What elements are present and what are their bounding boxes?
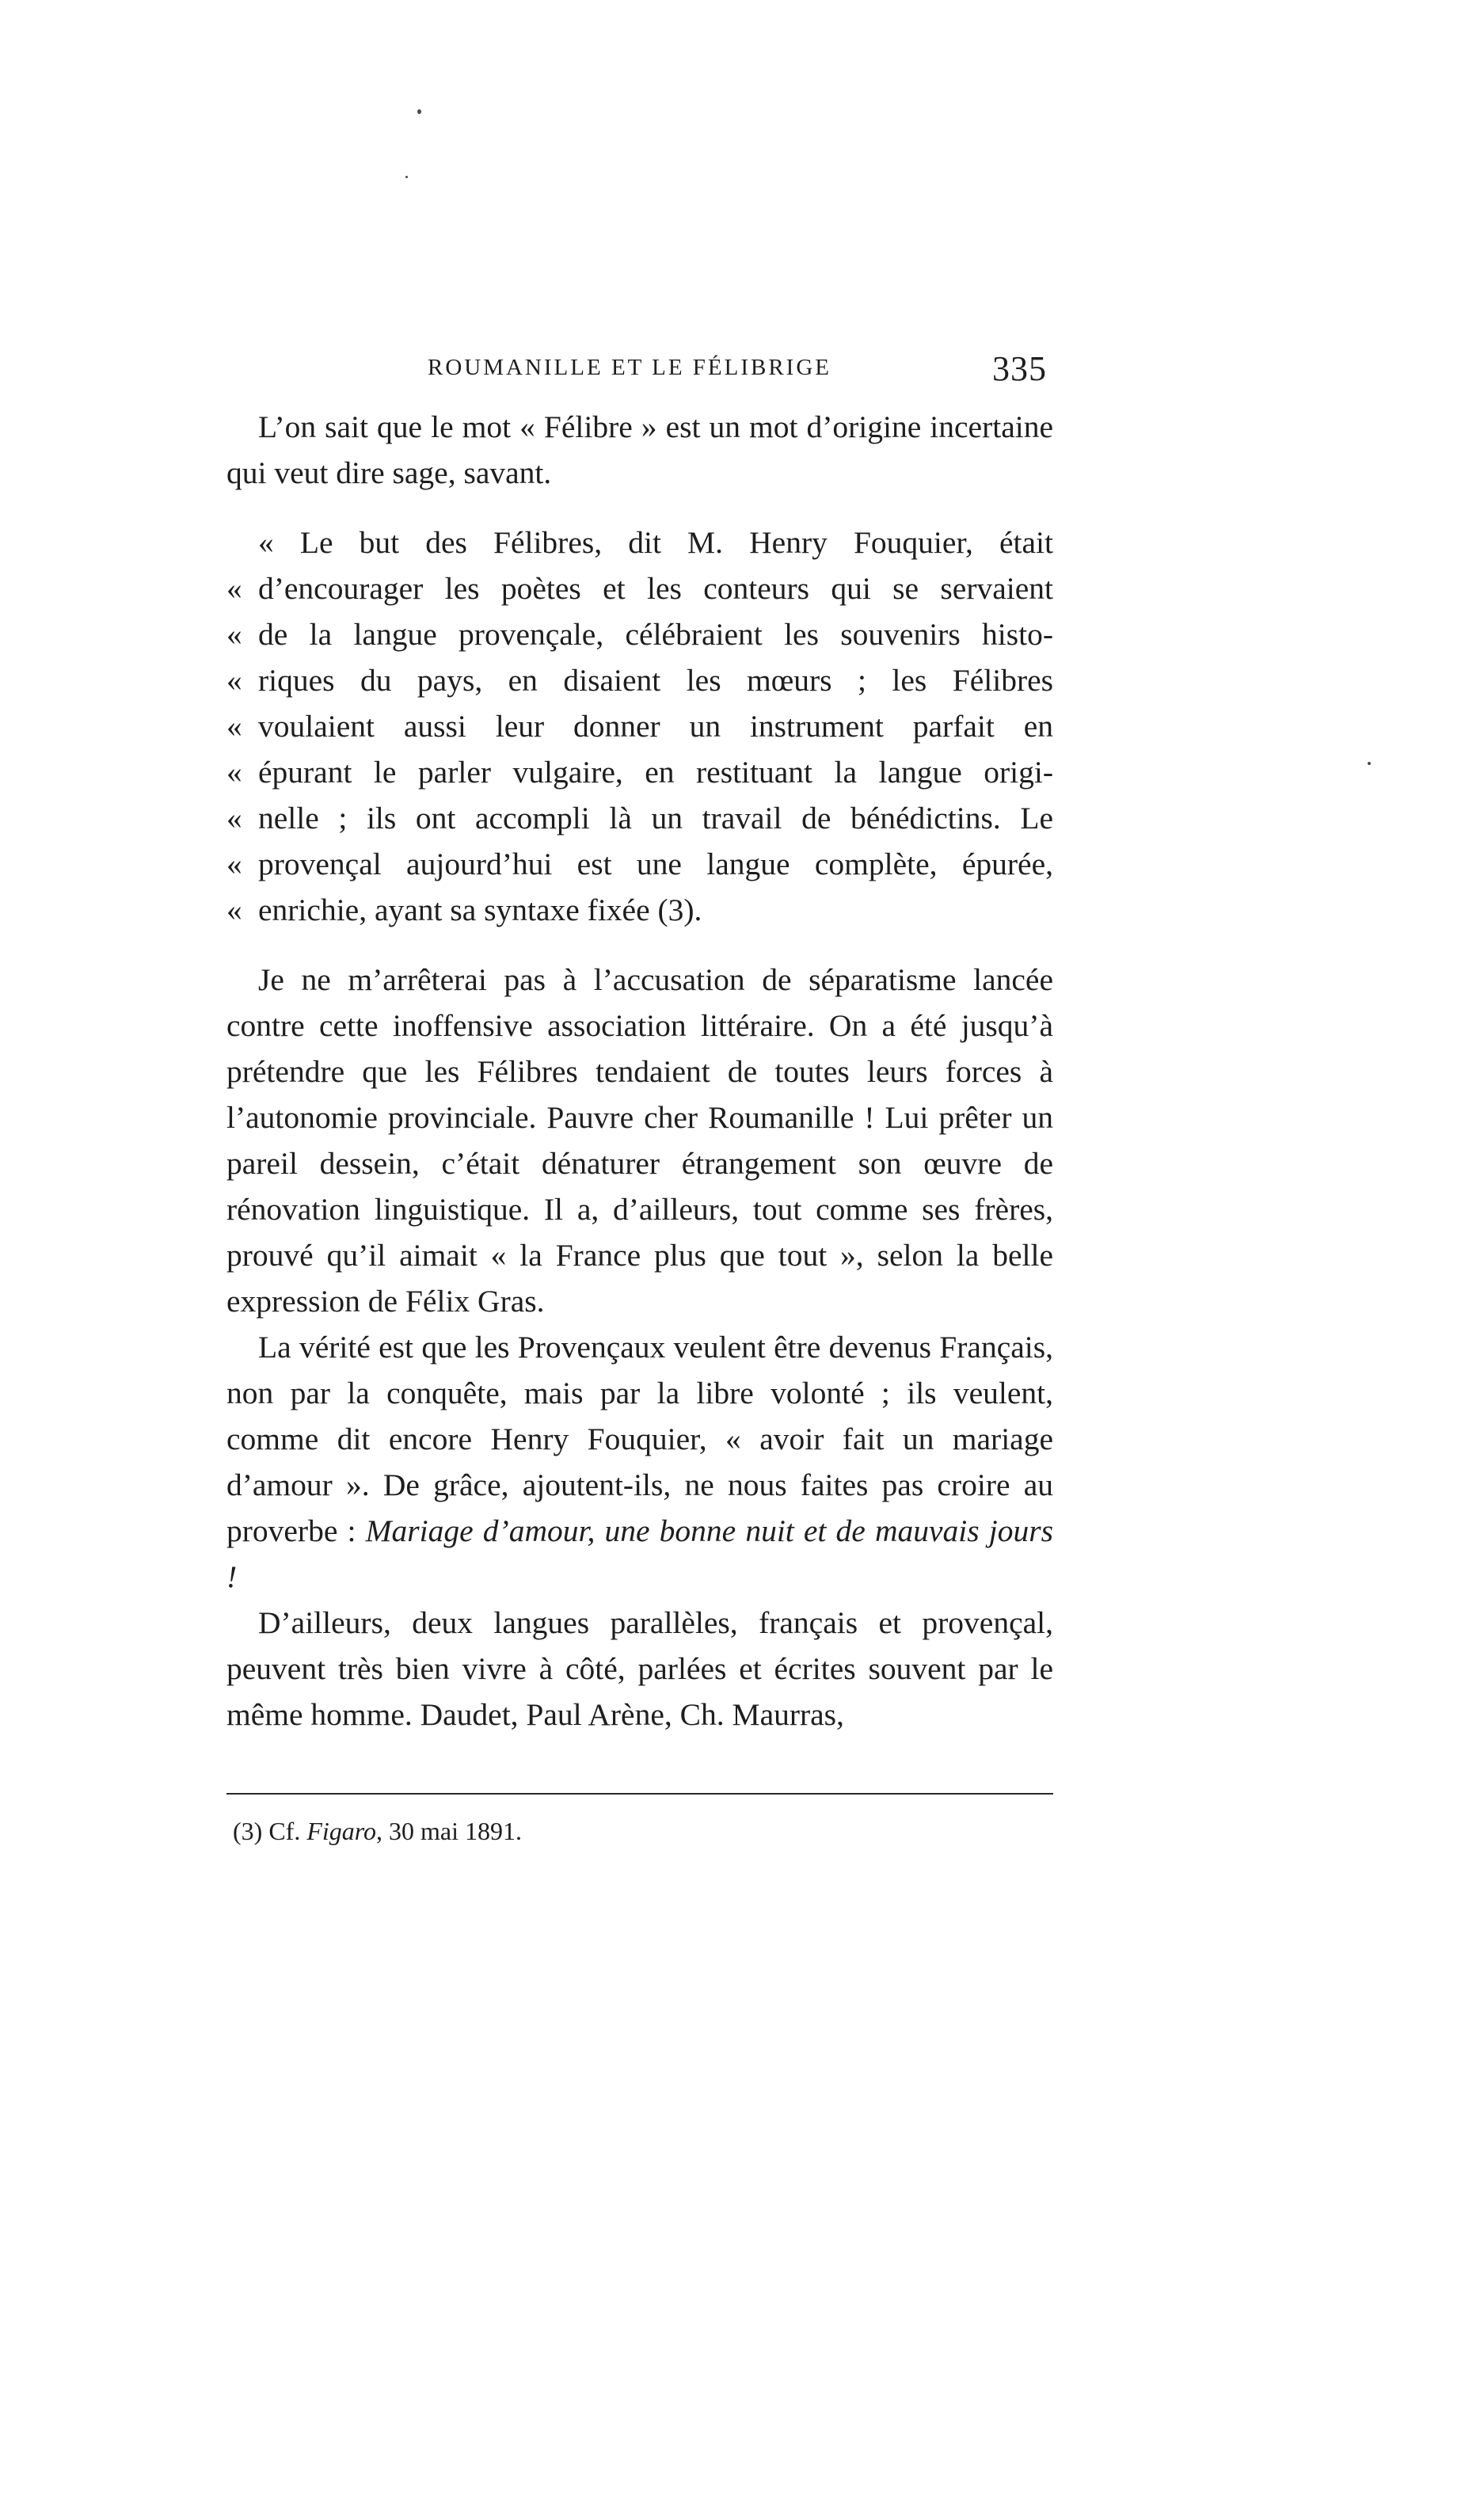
quote-line: « provençal aujourd’hui est une langue complète, épurée, <box>226 847 1053 881</box>
running-header <box>226 348 1053 396</box>
italic-proverb: Mariage d’amour, une bonne nuit et de mauvais jours ! <box>226 1513 1053 1594</box>
quote-line: « épurant le parler vulgaire, en restituant la langue origi- <box>226 755 1053 790</box>
footnote <box>233 1814 522 1848</box>
quote-line: « nelle ; ils ont accompli là un travail de bénédictins. Le <box>226 801 1053 835</box>
quotation-block <box>226 520 1053 933</box>
quote-line: « voulaient aussi leur donner un instrument parfait en <box>226 709 1053 744</box>
footnote-marker: (3) Cf. <box>233 1817 301 1845</box>
page-number: 335 <box>992 349 1047 388</box>
ink-speck <box>417 109 421 114</box>
quote-line: « de la langue provençale, célébraient les souvenirs histo- <box>226 617 1053 652</box>
paragraph: L’on sait que le mot « Félibre » est un mot d’origine incertaine qui veut dire sage, savant. <box>226 409 1053 490</box>
quote-line: « enrichie, ayant sa syntaxe fixée (3). <box>226 893 702 927</box>
body-text <box>226 404 1053 1738</box>
paragraph: D’ailleurs, deux langues parallèles, français et provençal, peuvent très bien vivre à côté, parlées et écrites souvent par le même homme. Daudet, Paul Arène, Ch. Maurras, <box>226 1605 1053 1732</box>
quote-line: « d’encourager les poètes et les conteurs qui se servaient <box>226 571 1053 606</box>
paragraph: La vérité est que les Provençaux veulent être devenus Français, non par la conquête, mais par la libre volonté ; ils veulent, comme dit encore Henry Fouquier, « avoir fait un mariage d’amour ». De grâce, ajoutent-ils, ne nous faites pas croire au proverbe : Mariage d’amour, une bonne nuit et de mauvais jours ! <box>226 1330 1053 1594</box>
ink-speck <box>1368 762 1371 765</box>
quote-line: « Le but des Félibres, dit M. Henry Fouquier, était <box>258 525 1053 560</box>
quote-line: « riques du pays, en disaient les mœurs ; les Félibres <box>226 663 1053 698</box>
footnote-rule <box>226 1793 1053 1795</box>
footnote-date: , 30 mai 1891. <box>376 1817 522 1845</box>
paragraph: Je ne m’arrêterai pas à l’accusation de séparatisme lancée contre cette inoffensive association littéraire. On a été jusqu’à prétendre que les Félibres tendaient de toutes leurs forces à l’autonomie provinciale. Pauvre cher Roumanille ! Lui prêter un pareil dessein, c’était dénaturer étrangement son œuvre de rénovation linguistique. Il a, d’ailleurs, tout comme ses frères, prouvé qu’il aimait « la France plus que tout », selon la belle expression de Félix Gras. <box>226 962 1053 1319</box>
ink-speck <box>405 176 408 178</box>
running-title: ROUMANILLE ET LE FÉLIBRIGE <box>428 355 831 380</box>
footnote-source: Figaro <box>306 1817 377 1845</box>
